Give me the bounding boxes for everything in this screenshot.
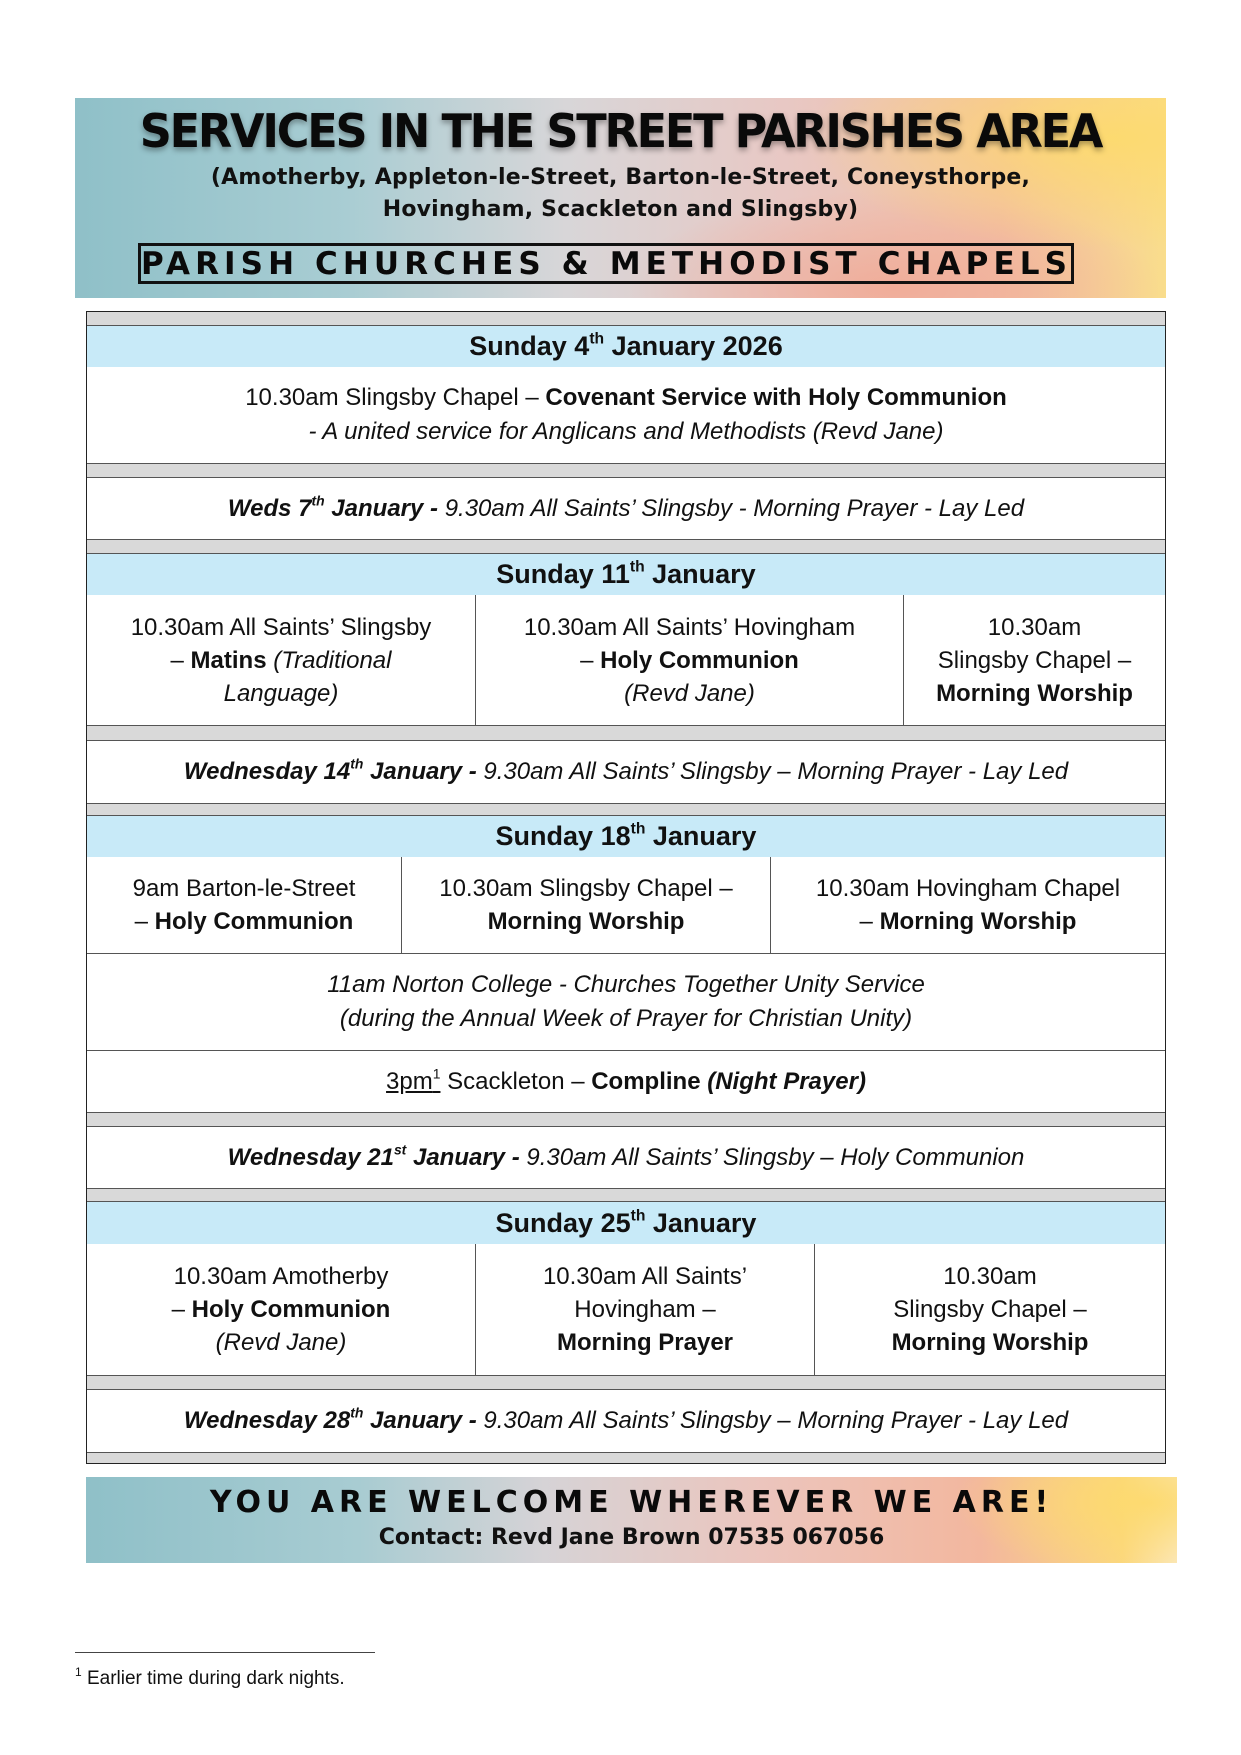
text-span: 9.30am All Saints’ Slingsby – Morning Prayer - Lay Led xyxy=(483,758,1069,785)
text-span xyxy=(777,905,1159,938)
spacer-row xyxy=(87,1376,1165,1390)
text-span: 10.30am Amotherby xyxy=(173,1263,389,1290)
text-span: Sunday 18 xyxy=(495,821,631,851)
weekday-row-wed-21 xyxy=(87,1127,1165,1188)
text-span: Matins xyxy=(190,646,267,674)
day-header-text xyxy=(469,331,782,362)
service-row-compline xyxy=(87,1051,1165,1112)
header-banner xyxy=(75,98,1166,298)
boxed-subtitle xyxy=(138,243,1074,284)
text-span: th xyxy=(350,755,364,772)
footnote-text: Earlier time during dark nights. xyxy=(81,1668,345,1689)
services-table xyxy=(86,311,1166,1464)
spacer-row xyxy=(87,1188,1165,1202)
text-span: 10.30am All Saints’ Slingsby xyxy=(130,613,432,641)
welcome-message: YOU ARE WELCOME WHEREVER WE ARE! xyxy=(209,1485,1054,1520)
text-span: Language) xyxy=(223,679,339,707)
text-span: (Revd Jane) xyxy=(215,1329,347,1356)
service-cell xyxy=(401,857,770,953)
text-span: Morning Worship xyxy=(936,679,1133,707)
text-span: 10.30am xyxy=(943,1263,1037,1290)
text-span: Scackleton – xyxy=(440,1067,592,1095)
text-span: January 2026 xyxy=(604,331,783,361)
service-cells-sunday-25 xyxy=(87,1244,1165,1376)
footnote-marker: 1 xyxy=(75,1665,82,1679)
text-span: January - xyxy=(324,494,445,522)
service-row-unity xyxy=(87,954,1165,1051)
parishes-line-2: Hovingham, Scackleton and Slingsby) xyxy=(382,197,859,222)
text-span: 10.30am Hovingham Chapel xyxy=(815,875,1121,902)
text-span: Wednesday 14 xyxy=(183,758,351,785)
text-span xyxy=(227,1141,527,1171)
text-span xyxy=(93,677,469,710)
text-span xyxy=(93,1293,469,1326)
text-span xyxy=(482,644,897,677)
text-span xyxy=(408,905,764,938)
text-span: 10.30am Slingsby Chapel – xyxy=(245,384,546,411)
service-cell xyxy=(87,857,401,953)
text-span: th xyxy=(350,1404,364,1421)
text-span: (Traditional xyxy=(266,646,392,674)
spacer-row xyxy=(87,726,1165,741)
text-span xyxy=(183,755,484,785)
text-span: 10.30am All Saints’ Hovingham xyxy=(523,613,856,641)
unity-line-1 xyxy=(327,968,925,1002)
text-span: January - xyxy=(363,758,484,785)
text-span xyxy=(482,677,897,710)
text-span xyxy=(183,1404,484,1434)
text-span xyxy=(183,1404,484,1434)
footnote-ref[interactable]: 1 xyxy=(432,1065,441,1082)
parishes-line-1: (Amotherby, Appleton-le-Street, Barton-le-Street, Coneysthorpe, xyxy=(210,165,1031,190)
text-span xyxy=(821,1326,1159,1359)
text-span: Slingsby Chapel – xyxy=(893,1296,1087,1323)
text-span: (during the Annual Week of Prayer for Christian Unity) xyxy=(339,1005,913,1032)
day-header-sunday-25 xyxy=(87,1202,1165,1244)
spacer-row xyxy=(87,539,1165,554)
text-span xyxy=(227,492,445,522)
text-span xyxy=(227,1141,527,1171)
text-span: January - xyxy=(406,1143,527,1171)
text-span: Slingsby Chapel – xyxy=(937,646,1132,674)
parishes-list xyxy=(75,162,1166,226)
text-span: Morning Worship xyxy=(879,908,1077,935)
text-span: 3pm xyxy=(386,1067,433,1095)
text-span: 9.30am All Saints’ Slingsby – Holy Communion xyxy=(526,1143,1025,1171)
service-note xyxy=(309,415,944,449)
weekday-service-text xyxy=(184,1404,1068,1438)
text-span: January xyxy=(645,1207,757,1238)
weekday-row-wed-7 xyxy=(87,478,1165,539)
text-span: Morning Prayer xyxy=(556,1329,734,1356)
text-span xyxy=(93,644,469,677)
text-span: Morning Worship xyxy=(891,1329,1089,1356)
service-cell xyxy=(475,1244,814,1375)
compline-text xyxy=(386,1065,866,1099)
text-span: Morning Worship xyxy=(487,908,685,935)
text-span: – xyxy=(170,646,191,674)
service-cell xyxy=(87,1244,475,1375)
service-cell xyxy=(770,857,1165,953)
text-span: - A united service for Anglicans and Methodists (Revd Jane) xyxy=(308,418,944,445)
text-span: th xyxy=(630,1206,646,1224)
text-span: – xyxy=(580,646,601,674)
text-span: Sunday 4 xyxy=(469,331,590,361)
service-line xyxy=(245,381,1007,415)
text-span xyxy=(910,677,1159,710)
text-span: th xyxy=(630,820,646,838)
text-span: 10.30am All Saints’ xyxy=(542,1263,748,1290)
spacer-row xyxy=(87,803,1165,816)
service-cell xyxy=(87,595,475,725)
text-span: – xyxy=(859,908,880,935)
spacer-row xyxy=(87,312,1165,326)
text-span: Holy Communion xyxy=(600,646,799,674)
spacer-row xyxy=(87,463,1165,478)
text-span: 9am Barton-le-Street xyxy=(132,875,356,902)
day-header-sunday-4 xyxy=(87,326,1165,367)
text-span xyxy=(227,492,445,522)
text-span: th xyxy=(311,492,325,509)
service-cell xyxy=(814,1244,1165,1375)
weekday-service-text xyxy=(228,1141,1025,1175)
unity-line-2 xyxy=(340,1002,912,1036)
day-header-text xyxy=(496,821,757,852)
footnote xyxy=(75,1665,345,1690)
service-cells-sunday-11 xyxy=(87,595,1165,726)
service-cell xyxy=(475,595,903,725)
text-span: January xyxy=(645,821,757,851)
text-span: 9.30am All Saints’ Slingsby – Morning Prayer - Lay Led xyxy=(483,1407,1069,1434)
weekday-service-text xyxy=(228,492,1024,526)
service-cells-sunday-18 xyxy=(87,857,1165,954)
service-row-covenant xyxy=(87,367,1165,463)
text-span: Holy Communion xyxy=(191,1296,391,1323)
compline-time xyxy=(386,1065,441,1095)
text-span: th xyxy=(629,558,645,576)
text-span: (Revd Jane) xyxy=(624,679,755,707)
text-span: 10.30am Slingsby Chapel – xyxy=(439,875,733,902)
text-span: 9.30am All Saints’ Slingsby - Morning Prayer - Lay Led xyxy=(444,494,1025,522)
text-span: Sunday 11 xyxy=(496,559,630,589)
text-span xyxy=(93,905,395,938)
spacer-row xyxy=(87,1452,1165,1463)
boxed-subtitle-text: PARISH CHURCHES & METHODIST CHAPELS xyxy=(141,246,1073,282)
text-span xyxy=(707,1068,866,1095)
weekday-service-text xyxy=(184,755,1068,789)
text-span: January - xyxy=(363,1407,484,1434)
text-span xyxy=(183,755,484,785)
text-span: Covenant Service with Holy Communion xyxy=(545,384,1007,411)
text-span: Holy Communion xyxy=(154,908,354,935)
text-span: Compline xyxy=(591,1067,708,1095)
spacer-row xyxy=(87,1112,1165,1127)
text-span xyxy=(93,1326,469,1359)
text-span: January xyxy=(644,559,756,589)
weekday-row-wed-28 xyxy=(87,1390,1165,1452)
text-span xyxy=(482,1326,808,1359)
footer-banner xyxy=(86,1477,1177,1563)
text-span: 11am Norton College - Churches Together Unity Service xyxy=(327,971,925,998)
text-span: th xyxy=(589,330,605,348)
footnote-divider xyxy=(75,1652,375,1653)
text-span: Sunday 25 xyxy=(495,1207,631,1238)
day-header-sunday-11 xyxy=(87,554,1165,595)
text-span: Hovingham – xyxy=(574,1296,716,1323)
contact-info: Contact: Revd Jane Brown 07535 067056 xyxy=(378,1525,885,1550)
text-span: – xyxy=(134,908,155,935)
text-span: Weds 7 xyxy=(227,494,312,522)
text-span: 10.30am xyxy=(987,613,1082,641)
day-header-sunday-18 xyxy=(87,816,1165,857)
weekday-row-wed-14 xyxy=(87,741,1165,803)
text-span: – xyxy=(171,1296,192,1323)
day-header-text xyxy=(496,1208,757,1239)
day-header-text xyxy=(496,559,755,590)
text-span: (Night Prayer) xyxy=(707,1067,866,1095)
page-title: SERVICES IN THE STREET PARISHES AREA xyxy=(139,104,1102,158)
text-span: Wednesday 28 xyxy=(183,1407,351,1434)
service-cell xyxy=(903,595,1165,725)
text-span: st xyxy=(393,1141,407,1158)
text-span: Wednesday 21 xyxy=(227,1143,394,1171)
